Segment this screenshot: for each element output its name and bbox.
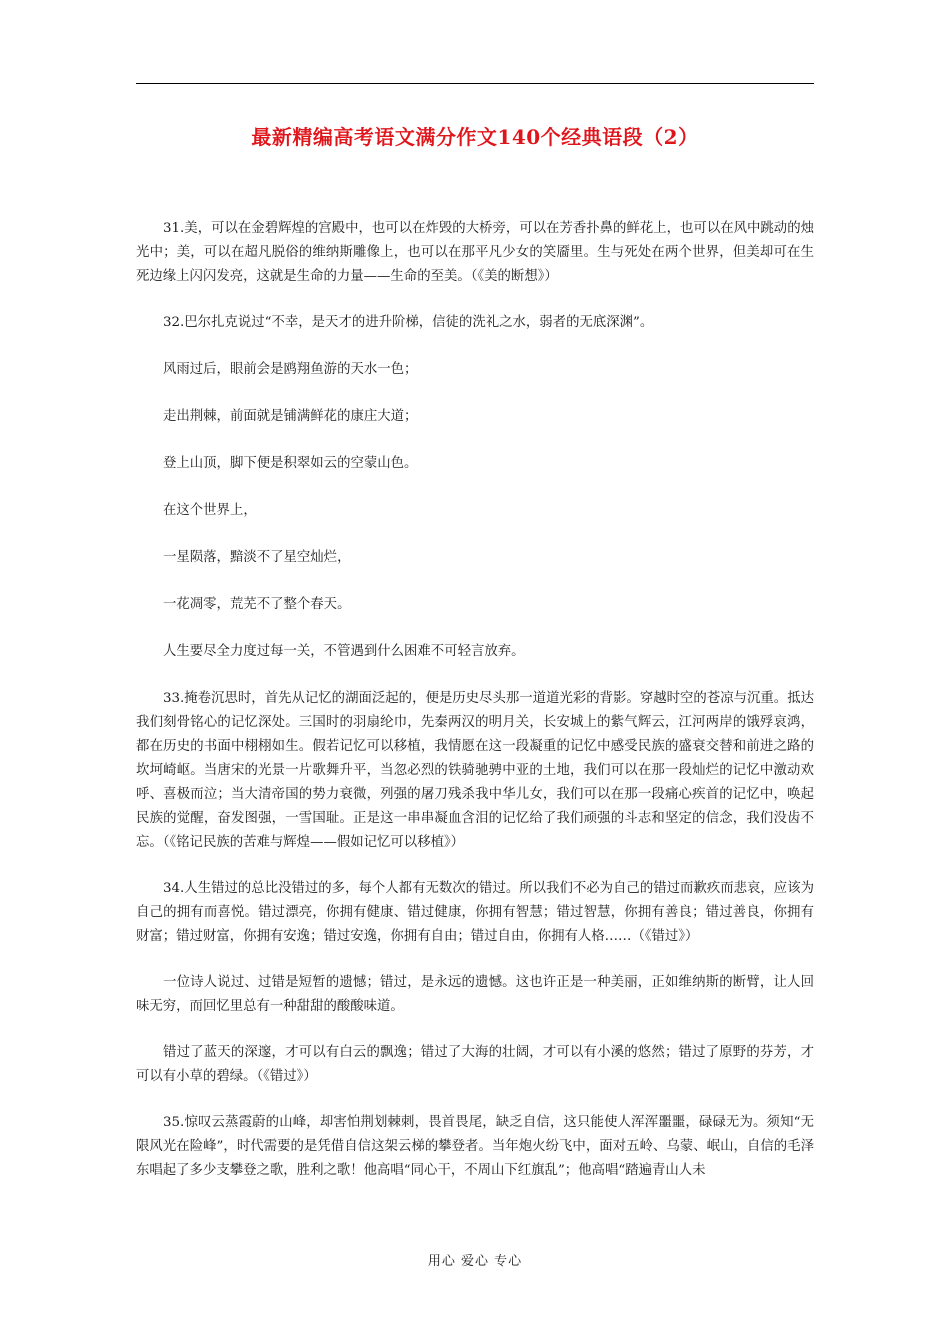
page-footer: 用心 爱心 专心 [427,1254,523,1269]
paragraph: 错过了蓝天的深邃，才可以有白云的飘逸；错过了大海的壮阔，才可以有小溪的悠然；错过了原野的芬芳，才可以有小草的碧绿。（《错过》） [136,1045,814,1084]
paragraph: 33.掩卷沉思时，首先从记忆的湖面泛起的，便是历史尽头那一道道光彩的背影。穿越时空的苍凉与沉重。抵达我们刻骨铭心的记忆深处。三国时的羽扇纶巾，先秦两汉的明月关，长安城上的紫气辉云，江河两岸的饿殍哀鸿，都在历史的书面中栩栩如生。假若记忆可以移植，我情愿在这一段凝重的记忆中感受民族的盛衰交替和前进之路的坎坷崎岖。当唐宋的光景一片歌舞升平，当忽必烈的铁骑驰骋中亚的土地，我们可以在那一段灿烂的记忆中激动欢呼、喜极而泣；当大清帝国的势力衰微，列强的屠刀残杀我中华儿女，我们可以在那一段痛心疾首的记忆中，唤起民族的觉醒，奋发图强，一雪国耻。正是这一串串凝血含泪的记忆给了我们顽强的斗志和坚定的信念，我们没齿不忘。（《铭记民族的苦难与辉煌——假如记忆可以移植》） [136,691,814,850]
poem-line: 一星陨落，黯淡不了星空灿烂， [163,550,351,565]
page-title: 最新精编高考语文满分作文140个经典语段（2） [251,125,699,149]
paragraph: 35.惊叹云蒸霞蔚的山峰，却害怕荆划棘刺，畏首畏尾，缺乏自信，这只能使人浑浑噩噩，碌碌无为。须知“无限风光在险峰”，时代需要的是凭借自信这架云梯的攀登者。当年炮火纷飞中，面对五岭、乌蒙、岷山，自信的毛泽东唱起了多少支攀登之歌，胜利之歌！他高唱“同心干，不周山下红旗乱”；他高唱“踏遍青山人未 [136,1115,814,1178]
paragraph: 一位诗人说过、过错是短暂的遗憾；错过，是永远的遗憾。这也许正是一种美丽，正如维纳斯的断臂，让人回味无穷，而回忆里总有一种甜甜的酸酸味道。 [136,975,814,1014]
poem-line: 风雨过后，眼前会是鸥翔鱼游的天水一色； [163,362,418,377]
paragraph: 34.人生错过的总比没错过的多，每个人都有无数次的错过。所以我们不必为自己的错过而歉疚而悲哀，应该为自己的拥有而喜悦。错过漂亮，你拥有健康、错过健康，你拥有智慧；错过智慧，你拥有善良；错过善良，你拥有财富；错过财富，你拥有安逸；错过安逸，你拥有自由；错过自由，你拥有人格……（《错过》） [136,881,814,944]
article-body [136,217,814,1205]
paragraph: 人生要尽全力度过每一关，不管遇到什么困难不可轻言放弃。 [163,644,525,659]
poem-line: 走出荆棘，前面就是铺满鲜花的康庄大道； [163,409,418,424]
poem-line: 一花凋零，荒芜不了整个春天。 [163,597,351,612]
paragraph: 31.美，可以在金碧辉煌的宫殿中，也可以在炸毁的大桥旁，可以在芳香扑鼻的鲜花上，也可以在风中跳动的烛光中；美，可以在超凡脱俗的维纳斯雕像上，也可以在那平凡少女的笑靥里。生与死处在两个世界，但美却可在生死边缘上闪闪发亮，这就是生命的力量——生命的至美。（《美的断想》） [136,221,814,284]
poem-line: 登上山顶，脚下便是积翠如云的空蒙山色。 [163,456,418,471]
header-rule [136,83,814,84]
paragraph: 32.巴尔扎克说过“不幸，是天才的进升阶梯，信徒的洗礼之水，弱者的无底深渊”。 [163,315,654,330]
poem-line: 在这个世界上， [163,503,257,518]
